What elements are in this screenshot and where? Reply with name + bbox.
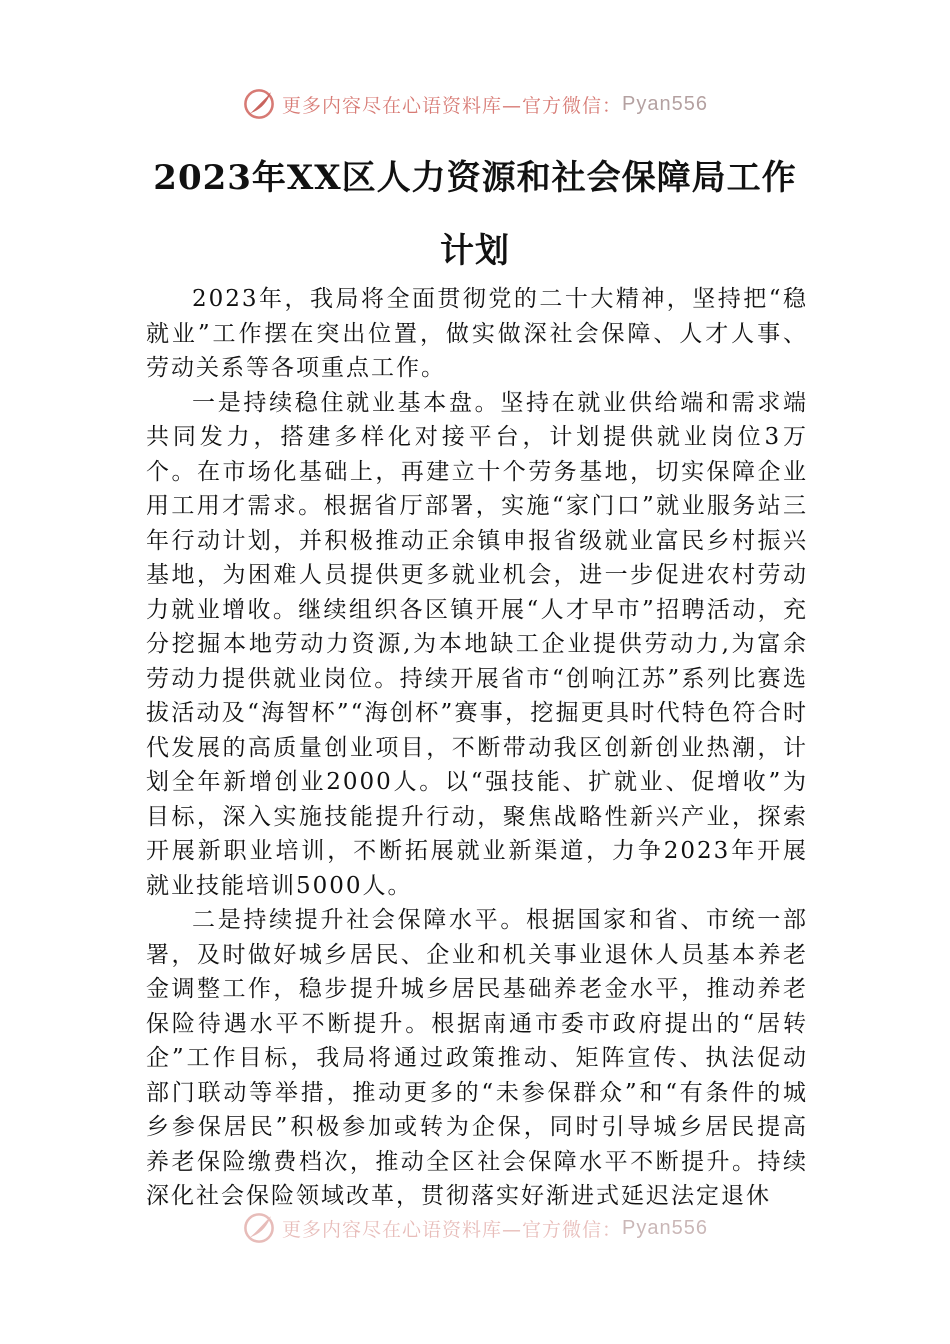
watermark-id: Pyan556 bbox=[622, 92, 708, 115]
feather-logo-icon bbox=[242, 87, 276, 121]
watermark-footer-id: Pyan556 bbox=[622, 1216, 708, 1239]
watermark-footer bbox=[0, 1208, 950, 1248]
paragraph-intro: 2023年，我局将全面贯彻党的二十大精神，坚持把“稳就业”工作摆在突出位置，做实做深社会保障、人才人事、劳动关系等各项重点工作。 bbox=[146, 286, 808, 381]
watermark-header bbox=[0, 84, 950, 124]
document-title-line-2: 计划 bbox=[440, 231, 510, 271]
watermark-footer-text: 更多内容尽在心语资料库—官方微信： bbox=[282, 1218, 623, 1241]
feather-logo-icon bbox=[242, 1211, 276, 1245]
document-body bbox=[146, 282, 808, 1217]
document-title-line-1: 2023年XX区人力资源和社会保障局工作 bbox=[153, 158, 797, 198]
paragraph-social-security: 二是持续提升社会保障水平。根据国家和省、市统一部署，及时做好城乡居民、企业和机关事业退休人员基本养老金调整工作，稳步提升城乡居民基础养老金水平，推动养老保险待遇水平不断提升。根据南通市委市政府提出的“居转企”工作目标，我局将通过政策推动、矩阵宣传、执法促动部门联动等举措，推动更多的“未参保群众”和“有条件的城乡参保居民”积极参加或转为企保，同时引导城乡居民提高养老保险缴费档次，推动全区社会保障水平不断提升。持续深化社会保险领域改革，贯彻落实好渐进式延迟法定退休 bbox=[146, 907, 808, 1209]
watermark-text: 更多内容尽在心语资料库—官方微信： bbox=[282, 94, 623, 117]
paragraph-employment: 一是持续稳住就业基本盘。坚持在就业供给端和需求端共同发力，搭建多样化对接平台，计划提供就业岗位3万个。在市场化基础上，再建立十个劳务基地，切实保障企业用工用才需求。根据省厅部署，实施“家门口”就业服务站三年行动计划，并积极推动正余镇申报省级就业富民乡村振兴基地，为困难人员提供更多就业机会，进一步促进农村劳动力就业增收。继续组织各区镇开展“人才早市”招聘活动，充分挖掘本地劳动力资源,为本地缺工企业提供劳动力,为富余劳动力提供就业岗位。持续开展省市“创响江苏”系列比赛选拔活动及“海智杯”“海创杯”赛事，挖掘更具时代特色符合时代发展的高质量创业项目，不断带动我区创新创业热潮，计划全年新增创业2000人。以“强技能、扩就业、促增收”为目标，深入实施技能提升行动，聚焦战略性新兴产业，探索开展新职业培训，不断拓展就业新渠道，力争2023年开展就业技能培训5000人。 bbox=[146, 389, 808, 899]
